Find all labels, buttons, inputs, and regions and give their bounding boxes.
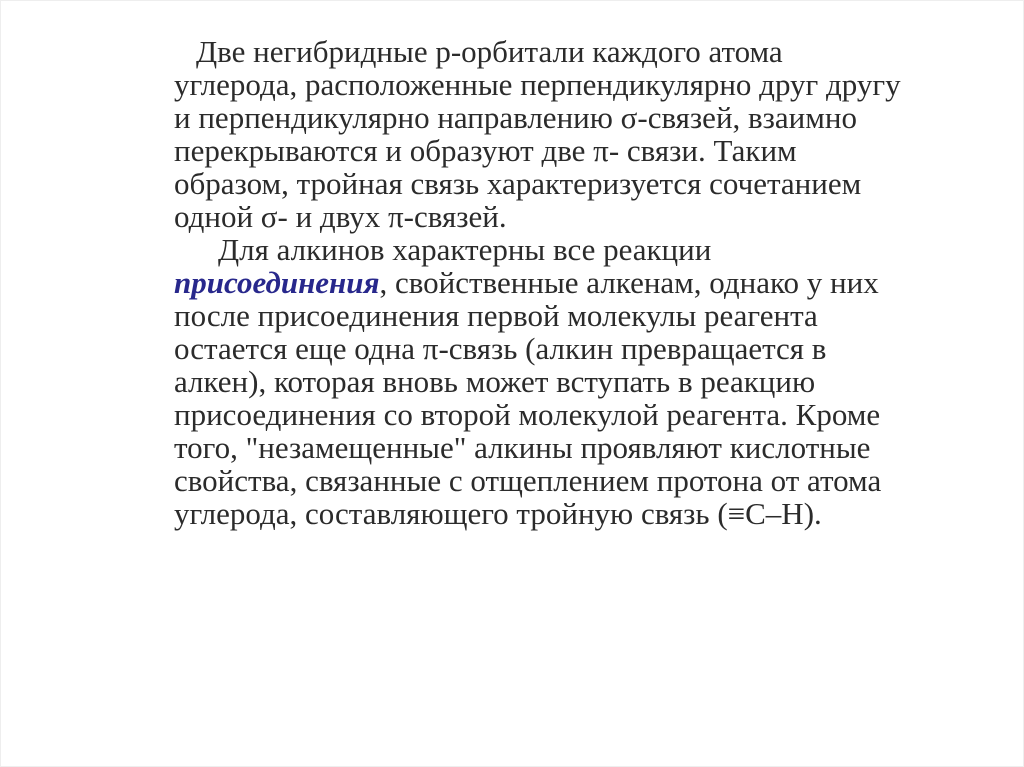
text-line: перекрываются и образуют две π- связи. Таким bbox=[174, 133, 797, 168]
text-line: присоединения со второй молекулой реагента. Кроме bbox=[174, 397, 881, 432]
text-line: после присоединения первой молекулы реагента bbox=[174, 298, 818, 333]
text-line: присоединения, свойственные алкенам, однако у них bbox=[174, 265, 879, 300]
text-line: углерода, составляющего тройную связь (≡С–Н). bbox=[174, 496, 822, 531]
text-line: свойства, связанные с отщеплением протона от атома bbox=[174, 463, 882, 498]
text-line: Две негибридные р-орбитали каждого атома bbox=[196, 34, 783, 69]
body-text bbox=[174, 35, 994, 530]
text-line: образом, тройная связь характеризуется сочетанием bbox=[174, 166, 862, 201]
emphasized-term: присоединения bbox=[174, 265, 380, 300]
text-line: одной σ- и двух π-связей. bbox=[174, 199, 507, 234]
text-line: и перпендикулярно направлению σ-связей, взаимно bbox=[174, 100, 857, 135]
text-line: остается еще одна π-связь (алкин превращается в bbox=[174, 331, 827, 366]
text-line: углерода, расположенные перпендикулярно друг другу bbox=[174, 67, 901, 102]
text-line: Для алкинов характерны все реакции bbox=[218, 232, 712, 267]
text-line: алкен), которая вновь может вступать в реакцию bbox=[174, 364, 816, 399]
text-line: того, "незамещенные" алкины проявляют кислотные bbox=[174, 430, 871, 465]
